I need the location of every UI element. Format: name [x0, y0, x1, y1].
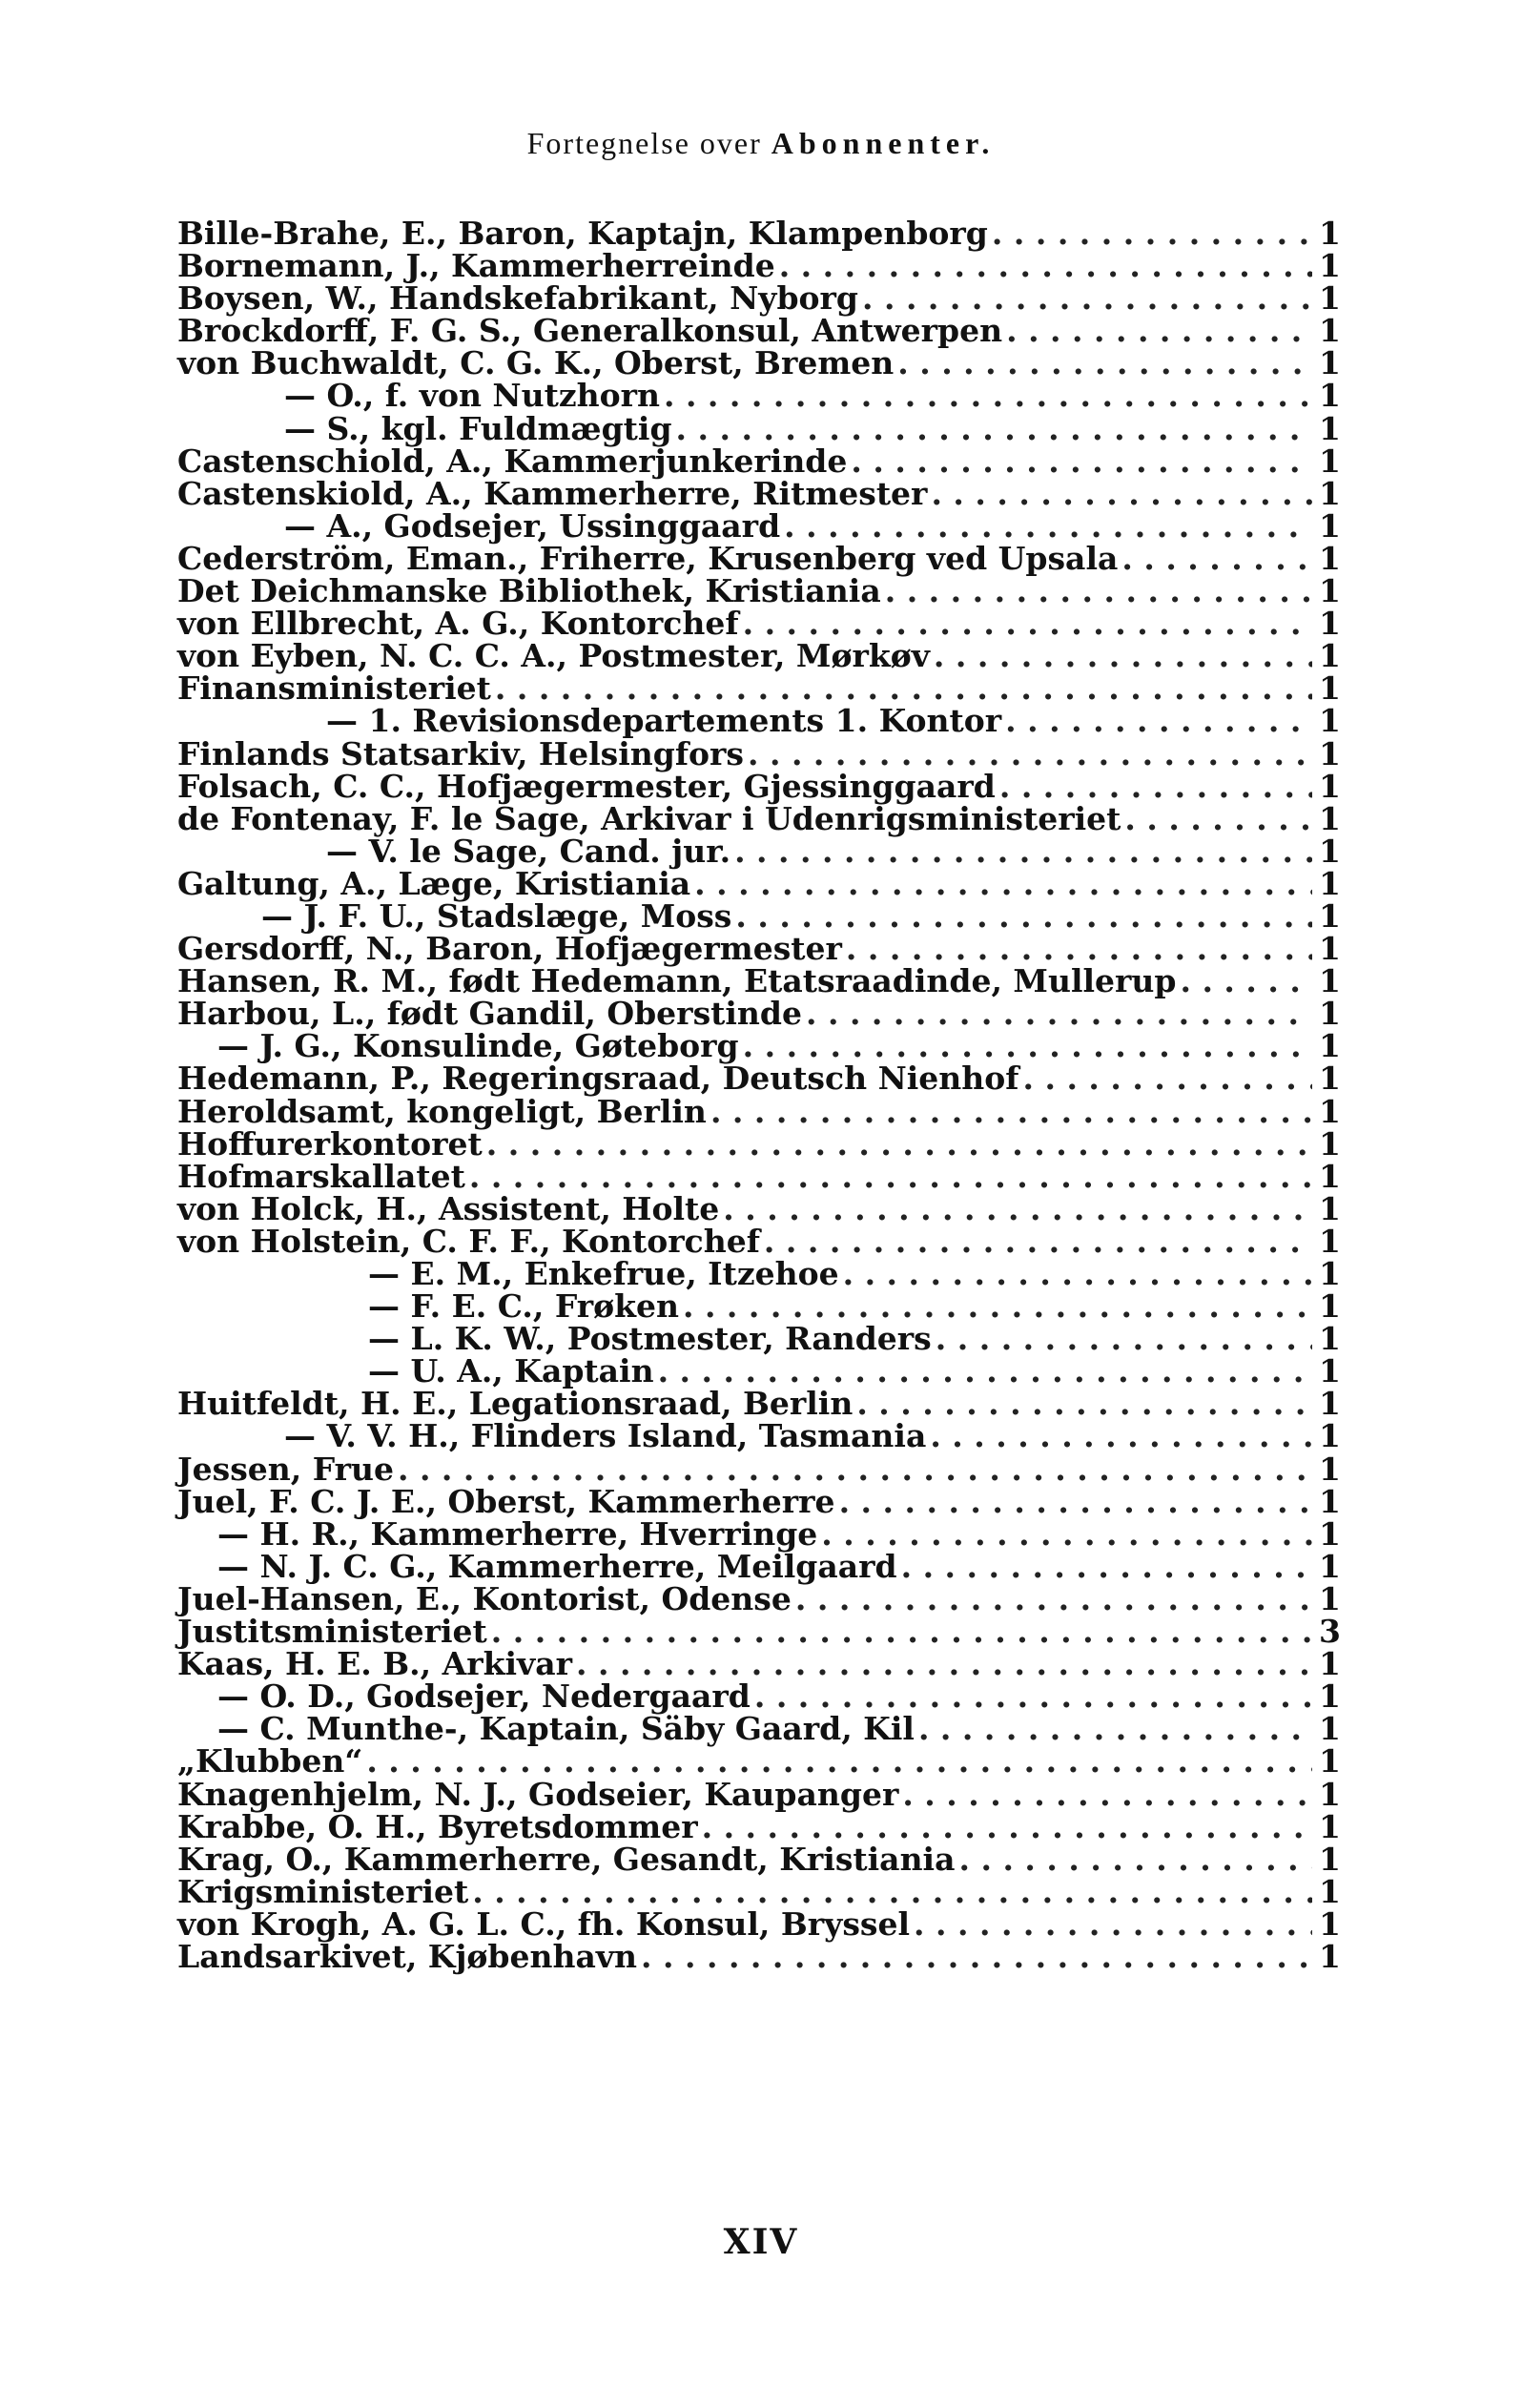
entry-count: 1: [1319, 377, 1341, 415]
entry-name: Krag, O., Kammerherre, Gesandt, Kristiania: [177, 1840, 956, 1878]
entry-count: 1: [1319, 215, 1341, 252]
dot-leader: [999, 771, 1312, 803]
entry-count: 1: [1319, 1255, 1341, 1292]
entry-count: 1: [1319, 247, 1341, 285]
entry-name: Folsach, C. C., Hofjægermester, Gjessinggaard: [177, 767, 996, 805]
entry-name: Castenskiold, A., Kammerherre, Ritmester: [177, 474, 928, 512]
list-item: [177, 1677, 1341, 1716]
entry-name: Brockdorff, F. G. S., Generalkonsul, Antwerpen: [177, 312, 1003, 350]
entry-name: Finansministeriet: [177, 669, 491, 708]
dot-leader: [784, 510, 1312, 543]
entry-count: 1: [1319, 344, 1341, 382]
entry-name: Hoffurerkontoret: [177, 1124, 483, 1163]
list-item: [177, 864, 1341, 902]
dot-leader: [641, 1941, 1312, 1973]
entry-count: 1: [1319, 1579, 1341, 1617]
list-item: [177, 1937, 1341, 1975]
entry-count: 1: [1319, 896, 1341, 935]
entry-name: „Klubben“: [177, 1742, 363, 1780]
dot-leader: [702, 1811, 1312, 1843]
dot-leader: [1022, 1062, 1312, 1095]
dot-leader: [495, 672, 1312, 705]
entry-name: von Eyben, N. C. C. A., Postmester, Mørkøv: [177, 637, 930, 675]
dot-leader: [936, 1323, 1312, 1355]
list-item: [177, 217, 1341, 250]
entry-count: 1: [1319, 1222, 1341, 1260]
header-title-prefix: Fortegnelse over: [526, 126, 771, 160]
entry-count: 1: [1319, 279, 1341, 318]
entry-count: 1: [1319, 637, 1341, 675]
entry-name: Bille-Brahe, E., Baron, Kaptajn, Klampenborg: [177, 215, 988, 252]
list-item: [177, 506, 1341, 545]
list-item: [177, 1742, 1341, 1780]
list-item: [177, 637, 1341, 675]
entry-name: Juel, F. C. J. E., Oberst, Kammerherre: [177, 1482, 835, 1520]
list-item: [177, 995, 1341, 1033]
list-item: [177, 605, 1341, 643]
dot-leader: [398, 1453, 1312, 1486]
entry-count: 1: [1319, 1514, 1341, 1553]
entry-count: 1: [1319, 1677, 1341, 1716]
entry-name: — E. M., Enkefrue, Itzehoe: [368, 1255, 839, 1292]
list-item: [177, 1287, 1341, 1326]
dot-leader: [1180, 965, 1312, 998]
page-header: [0, 126, 1522, 161]
dot-leader: [1124, 803, 1312, 835]
entry-count: 1: [1319, 734, 1341, 772]
list-item: [177, 962, 1341, 1000]
dot-leader: [734, 835, 1312, 868]
entry-name: von Krogh, A. G. L. C., fh. Konsul, Bryssel: [177, 1904, 911, 1943]
entry-count: 1: [1319, 962, 1341, 1000]
list-item: [177, 1222, 1341, 1260]
dot-leader: [821, 1518, 1312, 1551]
list-item: [177, 1385, 1341, 1423]
dot-leader: [735, 900, 1312, 933]
list-item: [177, 409, 1341, 447]
entry-count: 1: [1319, 1482, 1341, 1520]
dot-leader: [683, 1290, 1312, 1323]
entry-count: 1: [1319, 669, 1341, 708]
dot-leader: [958, 1843, 1312, 1876]
dot-leader: [472, 1876, 1312, 1908]
dot-leader: [843, 1258, 1312, 1290]
dot-leader: [1006, 315, 1312, 347]
dot-leader: [856, 1388, 1312, 1420]
list-item: [177, 767, 1341, 805]
dot-leader: [676, 413, 1312, 445]
list-item: [177, 1645, 1341, 1683]
list-item: [177, 1807, 1341, 1845]
list-item: [177, 1417, 1341, 1455]
entry-name: von Holck, H., Assistent, Holte: [177, 1189, 720, 1227]
entry-name: Harbou, L., født Gandil, Oberstinde: [177, 995, 802, 1033]
list-item: [177, 1157, 1341, 1195]
entry-name: von Holstein, C. F. F., Kontorchef: [177, 1222, 760, 1260]
list-item: [177, 1840, 1341, 1878]
dot-leader: [931, 478, 1312, 510]
entry-count: 1: [1319, 1092, 1341, 1130]
entry-count: 3: [1319, 1613, 1341, 1651]
dot-leader: [846, 933, 1312, 965]
dot-leader: [754, 1680, 1312, 1713]
entry-count: 1: [1319, 1872, 1341, 1910]
entry-name: Juel-Hansen, E., Kontorist, Odense: [177, 1579, 792, 1617]
entry-count: 1: [1319, 312, 1341, 350]
list-item: [177, 1060, 1341, 1098]
entry-name: Knagenhjelm, N. J., Godseier, Kaupanger: [177, 1775, 899, 1813]
entry-count: 1: [1319, 1287, 1341, 1326]
list-item: [177, 1872, 1341, 1910]
dot-leader: [491, 1616, 1312, 1648]
dot-leader: [806, 998, 1312, 1030]
entry-name: Gersdorff, N., Baron, Hofjægermester: [177, 930, 842, 968]
list-item: [177, 1579, 1341, 1617]
entry-name: — A., Godsejer, Ussinggaard: [284, 506, 781, 545]
dot-leader: [576, 1648, 1312, 1680]
dot-leader: [795, 1583, 1312, 1616]
list-item: [177, 669, 1341, 708]
entry-name: — N. J. C. G., Kammerherre, Meilgaard: [217, 1547, 897, 1585]
list-item: [177, 1904, 1341, 1943]
entry-name: Hedemann, P., Regeringsraad, Deutsch Nienhof: [177, 1060, 1019, 1098]
list-item: [177, 1189, 1341, 1227]
entry-count: 1: [1319, 1157, 1341, 1195]
list-item: [177, 1320, 1341, 1358]
entry-name: — S., kgl. Fuldmægtig: [284, 409, 672, 447]
list-item: [177, 1482, 1341, 1520]
entry-name: — O. D., Godsejer, Nedergaard: [217, 1677, 751, 1716]
dot-leader: [710, 1096, 1312, 1128]
dot-leader: [366, 1745, 1312, 1778]
entry-count: 1: [1319, 1775, 1341, 1813]
entry-name: — O., f. von Nutzhorn: [284, 377, 660, 415]
entry-name: — U. A., Kaptain: [368, 1352, 654, 1390]
dot-leader: [914, 1908, 1312, 1941]
entry-count: 1: [1319, 832, 1341, 870]
dot-leader: [664, 380, 1312, 412]
entry-name: — J. F. U., Stadslæge, Moss: [261, 896, 732, 935]
entry-count: 1: [1319, 409, 1341, 447]
list-item: [177, 1547, 1341, 1585]
dot-leader: [934, 640, 1312, 672]
list-item: [177, 1710, 1341, 1748]
dot-leader: [658, 1355, 1312, 1388]
dot-leader: [486, 1128, 1312, 1161]
entry-name: Landsarkivet, Kjøbenhavn: [177, 1937, 638, 1975]
entry-count: 1: [1319, 702, 1341, 740]
entry-count: 1: [1319, 799, 1341, 837]
entry-name: Bornemann, J., Kammerherreinde: [177, 247, 775, 285]
entry-name: Justitsministeriet: [177, 1613, 487, 1651]
dot-leader: [748, 738, 1312, 771]
entry-name: Huitfeldt, H. E., Legationsraad, Berlin: [177, 1385, 854, 1423]
entry-count: 1: [1319, 995, 1341, 1033]
entry-count: 1: [1319, 1645, 1341, 1683]
entry-name: von Buchwaldt, C. G. K., Oberst, Bremen: [177, 344, 895, 382]
subscriber-list: [177, 217, 1341, 1973]
entry-count: 1: [1319, 864, 1341, 902]
entry-name: — V. le Sage, Cand. jur.: [326, 832, 731, 870]
entry-count: 1: [1319, 1710, 1341, 1748]
entry-count: 1: [1319, 1320, 1341, 1358]
list-item: [177, 377, 1341, 415]
entry-count: 1: [1319, 1807, 1341, 1845]
entry-name: Boysen, W., Handskefabrikant, Nyborg: [177, 279, 858, 318]
header-title-emphasis: Abonnenter.: [771, 126, 996, 160]
dot-leader: [469, 1161, 1312, 1193]
dot-leader: [839, 1486, 1312, 1518]
entry-count: 1: [1319, 1547, 1341, 1585]
entry-name: Kaas, H. E. B., Arkivar: [177, 1645, 572, 1683]
list-item: [177, 1775, 1341, 1813]
list-item: [177, 1124, 1341, 1163]
list-item: [177, 312, 1341, 350]
entry-count: 1: [1319, 1742, 1341, 1780]
entry-count: 1: [1319, 767, 1341, 805]
entry-name: von Ellbrecht, A. G., Kontorchef: [177, 605, 739, 643]
dot-leader: [743, 1030, 1312, 1062]
entry-name: — L. K. W., Postmester, Randers: [368, 1320, 932, 1358]
list-item: [177, 572, 1341, 610]
list-item: [177, 734, 1341, 772]
dot-leader: [1005, 705, 1312, 737]
dot-leader: [764, 1225, 1312, 1258]
entry-count: 1: [1319, 1840, 1341, 1878]
entry-name: Heroldsamt, kongeligt, Berlin: [177, 1092, 707, 1130]
entry-count: 1: [1319, 1189, 1341, 1227]
list-item: [177, 442, 1341, 480]
dot-leader: [885, 575, 1312, 607]
entry-count: 1: [1319, 539, 1341, 577]
entry-name: de Fontenay, F. le Sage, Arkivar i Udenrigsministeriet: [177, 799, 1121, 837]
entry-name: Finlands Statsarkiv, Helsingfors: [177, 734, 744, 772]
entry-name: — F. E. C., Frøken: [368, 1287, 679, 1326]
list-item: [177, 1027, 1341, 1065]
list-item: [177, 832, 1341, 870]
list-item: [177, 799, 1341, 837]
entry-count: 1: [1319, 572, 1341, 610]
list-item: [177, 1255, 1341, 1292]
dot-leader: [930, 1420, 1312, 1452]
list-item: [177, 1514, 1341, 1553]
entry-name: Hofmarskallatet: [177, 1157, 465, 1195]
page-number: XIV: [723, 2222, 799, 2262]
entry-count: 1: [1319, 442, 1341, 480]
entry-name: Galtung, A., Læge, Kristiania: [177, 864, 691, 902]
entry-name: Krabbe, O. H., Byretsdommer: [177, 1807, 698, 1845]
entry-count: 1: [1319, 506, 1341, 545]
dot-leader: [743, 607, 1312, 640]
entry-name: Castenschiold, A., Kammerjunkerinde: [177, 442, 848, 480]
list-item: [177, 1613, 1341, 1651]
entry-count: 1: [1319, 1450, 1341, 1488]
dot-leader: [862, 282, 1312, 315]
dot-leader: [851, 445, 1312, 478]
dot-leader: [918, 1713, 1312, 1745]
list-item: [177, 1352, 1341, 1390]
list-item: [177, 247, 1341, 285]
entry-count: 1: [1319, 1385, 1341, 1423]
list-item: [177, 896, 1341, 935]
dot-leader: [723, 1193, 1312, 1225]
entry-count: 1: [1319, 1417, 1341, 1455]
entry-count: 1: [1319, 930, 1341, 968]
entry-count: 1: [1319, 1352, 1341, 1390]
entry-name: Krigsministeriet: [177, 1872, 469, 1910]
list-item: [177, 344, 1341, 382]
entry-count: 1: [1319, 1060, 1341, 1098]
entry-name: — V. V. H., Flinders Island, Tasmania: [284, 1417, 927, 1455]
dot-leader: [694, 868, 1312, 900]
list-item: [177, 539, 1341, 577]
list-item: [177, 930, 1341, 968]
list-item: [177, 1092, 1341, 1130]
dot-leader: [779, 250, 1312, 282]
dot-leader: [897, 347, 1312, 380]
entry-count: 1: [1319, 1937, 1341, 1975]
list-item: [177, 474, 1341, 512]
entry-name: Jessen, Frue: [177, 1450, 394, 1488]
entry-name: Det Deichmanske Bibliothek, Kristiania: [177, 572, 881, 610]
dot-leader: [992, 217, 1312, 250]
entry-name: — 1. Revisionsdepartements 1. Kontor: [326, 702, 1002, 740]
list-item: [177, 702, 1341, 740]
list-item: [177, 1450, 1341, 1488]
dot-leader: [902, 1779, 1312, 1811]
entry-count: 1: [1319, 605, 1341, 643]
entry-count: 1: [1319, 474, 1341, 512]
entry-count: 1: [1319, 1124, 1341, 1163]
list-item: [177, 279, 1341, 318]
entry-name: Cederström, Eman., Friherre, Krusenberg ved Upsala: [177, 539, 1119, 577]
entry-name: — C. Munthe-, Kaptain, Säby Gaard, Kil: [217, 1710, 915, 1748]
entry-name: Hansen, R. M., født Hedemann, Etatsraadinde, Mullerup: [177, 962, 1177, 1000]
entry-name: — H. R., Kammerherre, Hverringe: [217, 1514, 818, 1553]
entry-count: 1: [1319, 1027, 1341, 1065]
dot-leader: [1121, 543, 1312, 575]
entry-count: 1: [1319, 1904, 1341, 1943]
dot-leader: [901, 1551, 1312, 1583]
entry-name: — J. G., Konsulinde, Gøteborg: [217, 1027, 739, 1065]
